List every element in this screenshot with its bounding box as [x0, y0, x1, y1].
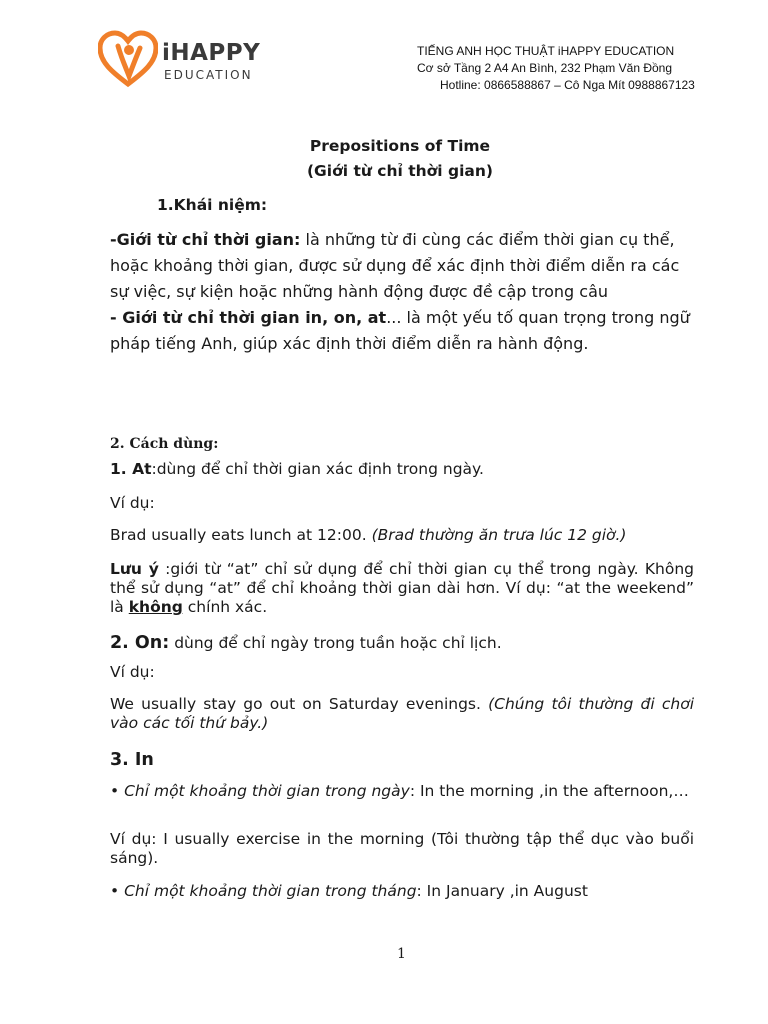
definition-term: -Giới từ chỉ thời gian:: [110, 230, 301, 249]
section-1-heading: 1.Khái niệm:: [157, 196, 268, 214]
in-bullet-month-italic: Chỉ một khoảng thời gian trong tháng: [124, 882, 417, 900]
in-bullet-month-text: : In January ,in August: [416, 882, 588, 900]
logo-name: iHAPPY: [162, 40, 261, 66]
at-example-label: Ví dụ:: [110, 494, 155, 512]
in-label: 3. In: [110, 750, 154, 770]
on-description: dùng để chỉ ngày trong tuần hoặc chỉ lịch.: [169, 634, 502, 652]
on-label: 2. On:: [110, 633, 170, 653]
importance-text: ... là một yếu tố quan trọng trong ngữ pháp tiếng Anh, giúp xác định thời điểm diễn ra hành động.: [110, 308, 690, 353]
note-text-1: :giới từ “at” chỉ sử dụng để chỉ thời gian cụ thể trong ngày. Không thể sử dụng “at” để chỉ khoảng thời gian dài hơn. Ví dụ: “at the weekend” là: [110, 560, 694, 616]
note-paragraph: [110, 560, 694, 617]
bullet-icon: •: [110, 882, 120, 900]
at-usage: [110, 460, 694, 478]
on-usage: [110, 633, 694, 653]
at-label: 1. At: [110, 460, 152, 478]
at-example-vi: (Brad thường ăn trưa lúc 12 giờ.): [371, 526, 627, 544]
on-example-label: Ví dụ:: [110, 663, 155, 681]
on-example-vi: (Chúng tôi thường đi chơi vào các tối thứ bảy.): [110, 695, 694, 732]
heart-logo-icon: [98, 30, 158, 88]
header-line-3: Hotline: 0866588867 – Cô Nga Mít 0988867123: [440, 78, 695, 92]
importance-term: - Giới từ chỉ thời gian in, on, at: [110, 308, 387, 327]
on-example: [110, 695, 694, 733]
logo-subtitle: EDUCATION: [164, 68, 253, 82]
header-line-1: TIẾNG ANH HỌC THUẬT iHAPPY EDUCATION: [417, 44, 675, 58]
at-description: :dùng để chỉ thời gian xác định trong ngày.: [151, 460, 484, 478]
in-bullet-day: [110, 778, 694, 804]
definition-paragraph: [110, 227, 694, 357]
at-example-en: Brad usually eats lunch at 12:00.: [110, 526, 372, 544]
definition-text: là những từ đi cùng các điểm thời gian cụ thể, hoặc khoảng thời gian, được sử dụng để xác định thời điểm diễn ra các sự việc, sự kiện hoặc những hành động được đề cập trong câu: [110, 230, 680, 301]
in-example: Ví dụ: I usually exercise in the morning (Tôi thường tập thể dục vào buổi sáng).: [110, 830, 694, 867]
note-khong: không: [128, 598, 183, 616]
at-example: [110, 526, 694, 544]
in-bullet-day-text: : In the morning ,in the afternoon,…: [409, 782, 689, 800]
bullet-icon: •: [110, 782, 120, 800]
in-bullet-month: [110, 882, 694, 900]
ihappy-logo: [98, 30, 273, 88]
section-2-heading: 2. Cách dùng:: [110, 436, 219, 452]
on-example-en: We usually stay go out on Saturday evenings.: [110, 695, 489, 713]
page-title: Prepositions of Time: [309, 137, 491, 155]
in-bullet-day-italic: Chỉ một khoảng thời gian trong ngày: [124, 782, 410, 800]
page-number: 1: [397, 946, 406, 962]
note-label: Lưu ý: [110, 560, 159, 578]
page-subtitle: (Giới từ chỉ thời gian): [306, 162, 494, 180]
note-text-2: chính xác.: [182, 598, 268, 616]
header-line-2: Cơ sở Tầng 2 A4 An Bình, 232 Phạm Văn Đồng: [417, 61, 673, 75]
